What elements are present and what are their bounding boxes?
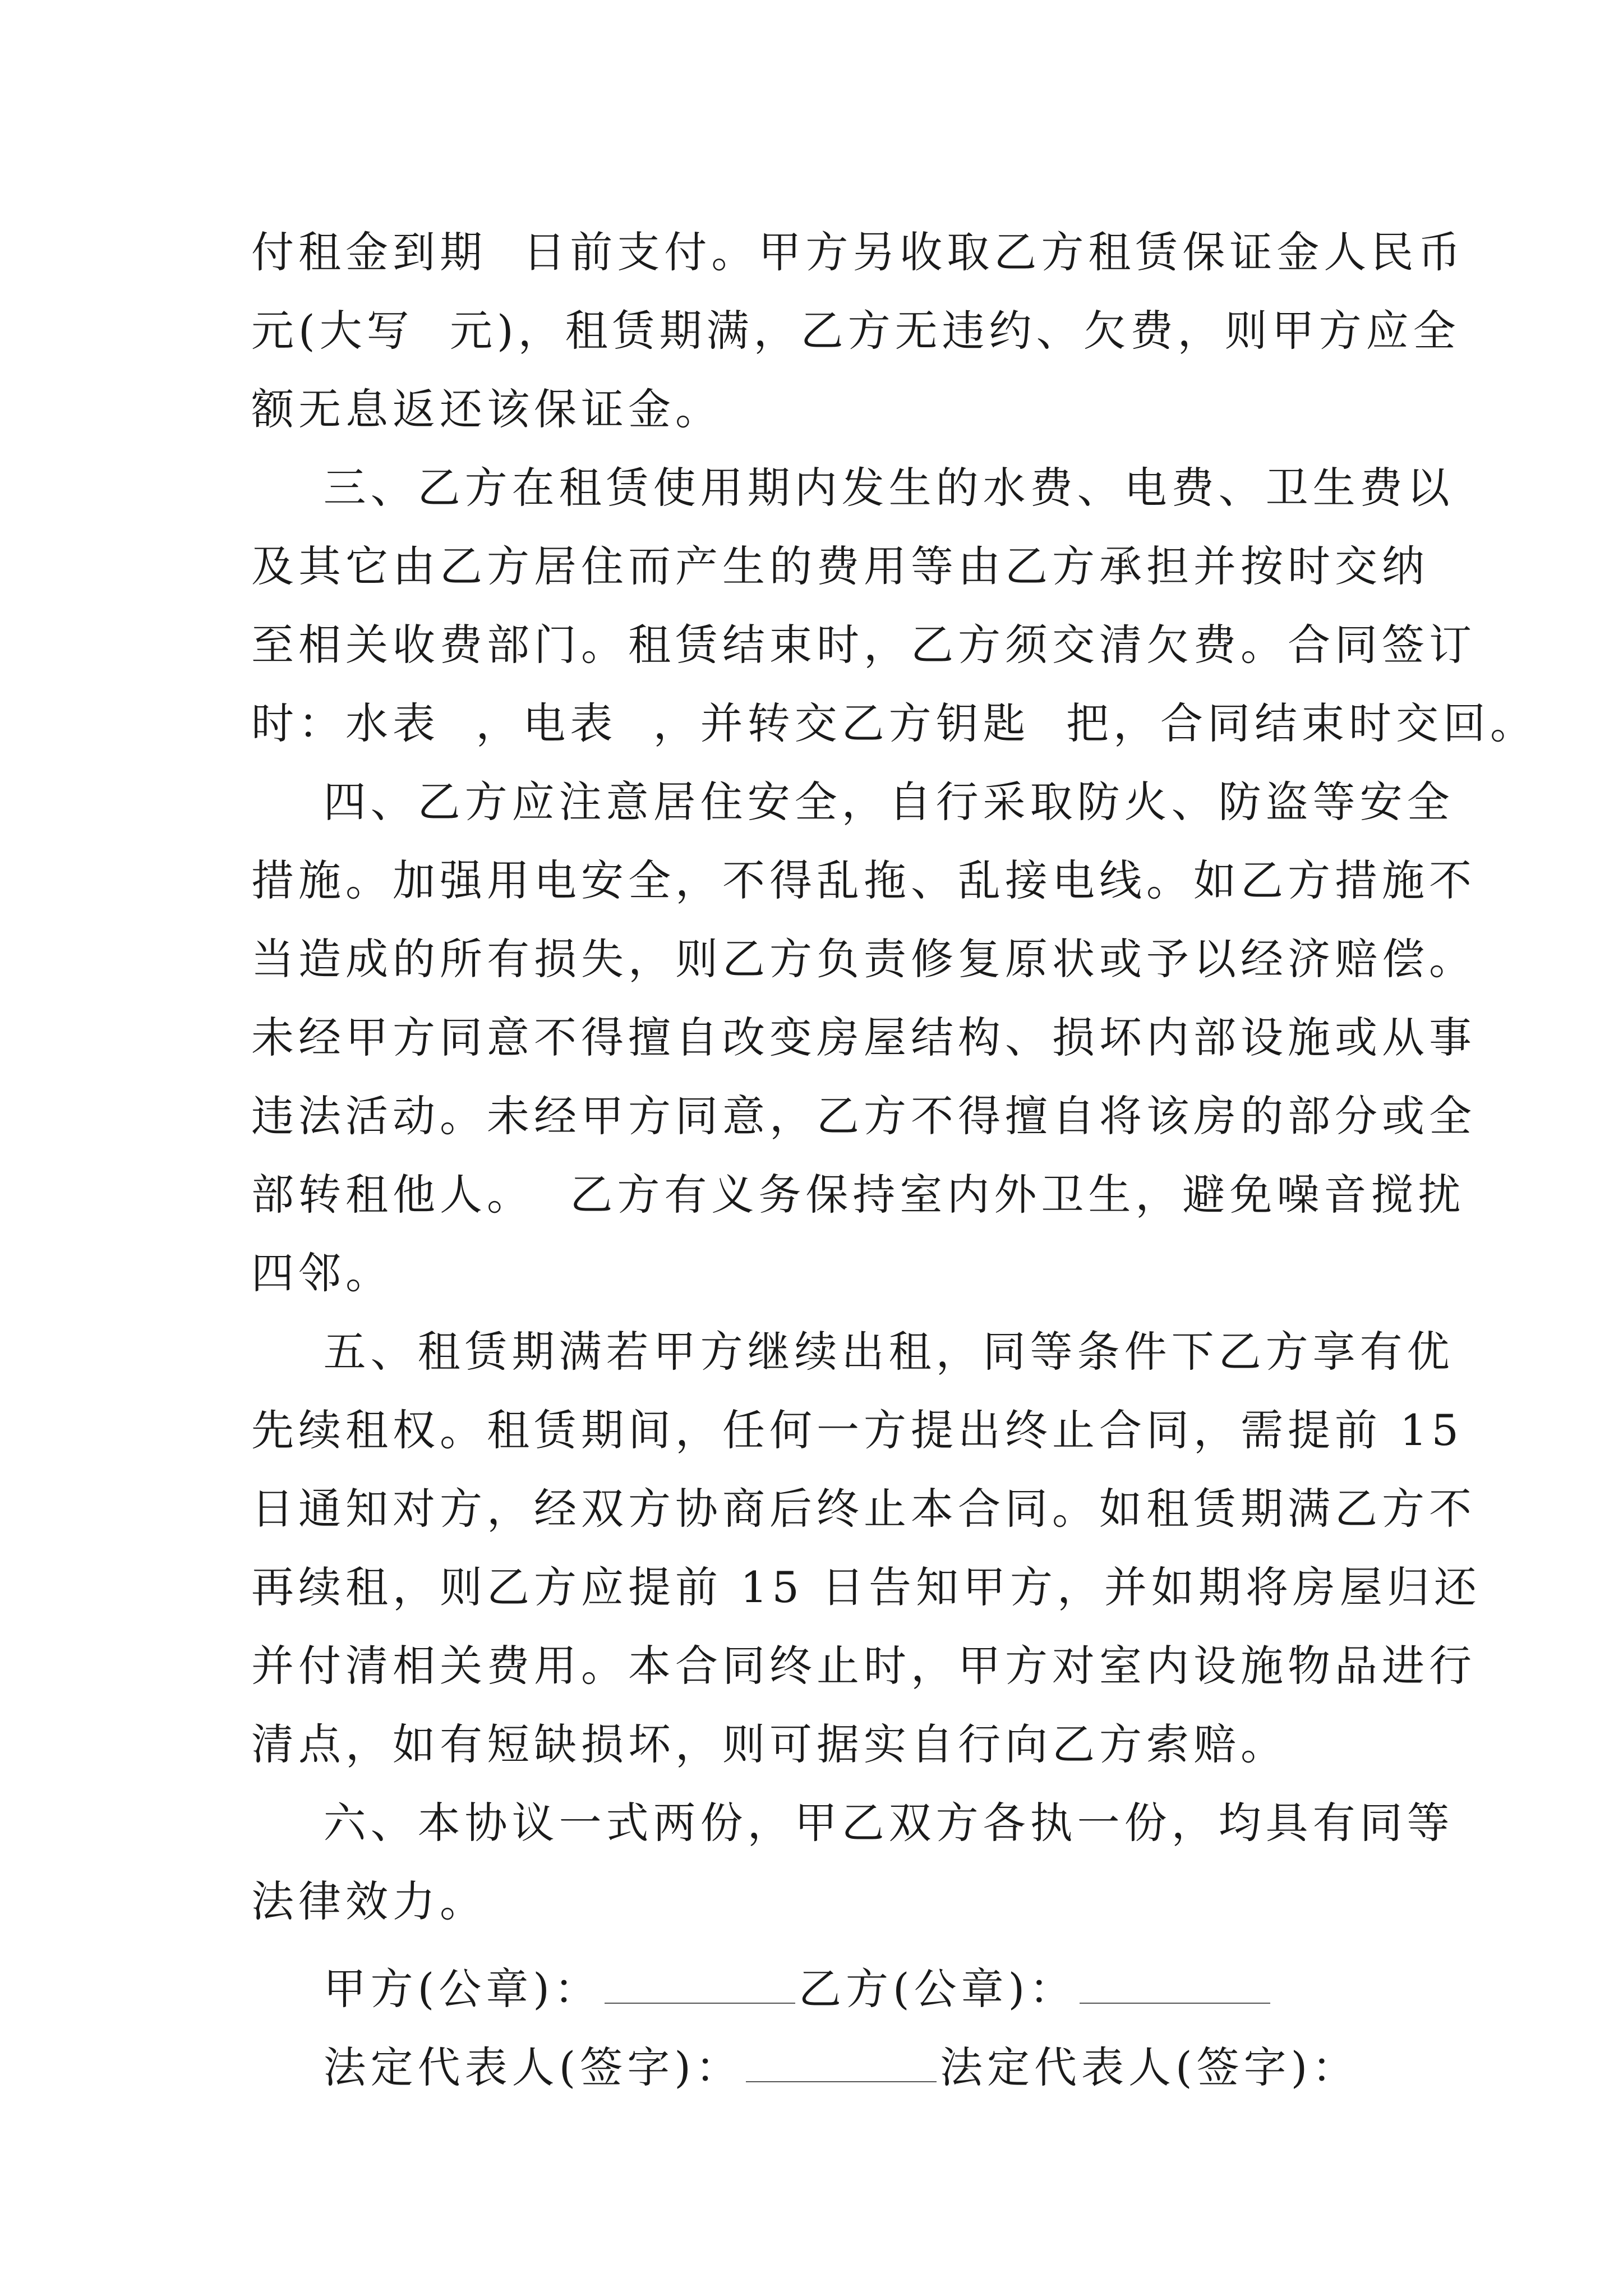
text-line: 当造成的所有损失，则乙方负责修复原状或予以经济赔偿。 — [251, 934, 1476, 984]
text-line: 法律效力。 — [251, 1876, 487, 1926]
text-line: 措施。加强用电安全，不得乱拖、乱接电线。如乙方措施不 — [251, 855, 1476, 905]
clause-3-line: 三、乙方在租赁使用期内发生的水费、电费、卫生费以 — [251, 463, 1454, 513]
party-b-seal-blank[interactable] — [1080, 1969, 1270, 2004]
representative-row — [251, 2028, 1378, 2107]
text-line: 至相关收费部门。租赁结束时，乙方须交清欠费。合同签订 — [251, 620, 1476, 670]
text-line: 并付清相关费用。本合同终止时，甲方对室内设施物品进行 — [251, 1641, 1476, 1691]
text-line: 清点，如有短缺损坏，则可据实自行向乙方索赔。 — [251, 1719, 1288, 1769]
text-line: 先续租权。租赁期间，任何一方提出终止合同，需提前 15 — [251, 1405, 1463, 1455]
contract-body — [251, 213, 1537, 2107]
text-line: 时：水表 ，电表 ，并转交乙方钥匙 把，合同结束时交回。 — [251, 698, 1537, 748]
party-a-seal-blank[interactable] — [605, 1969, 795, 2004]
text-line: 四邻。 — [251, 1248, 393, 1298]
party-a-seal-label: 甲方(公章)： — [323, 1964, 601, 2014]
text-line: 额无息返还该保证金。 — [251, 384, 722, 434]
party-b-seal-label: 乙方(公章)： — [798, 1964, 1077, 2014]
clause-4-line: 四、乙方应注意居住安全，自行采取防火、防盗等安全 — [251, 777, 1454, 827]
text-line: 部转租他人。 乙方有义务保持室内外卫生，避免噪音搅扰 — [251, 1170, 1465, 1220]
text-line: 及其它由乙方居住而产生的费用等由乙方承担并按时交纳 — [251, 541, 1429, 591]
text-line: 未经甲方同意不得擅自改变房屋结构、损坏内部设施或从事 — [251, 1013, 1476, 1062]
seal-row — [251, 1950, 1378, 2028]
text-line: 付租金到期 日前支付。甲方另收取乙方租赁保证金人民币 — [251, 227, 1465, 277]
text-line: 再续租，则乙方应提前 15 日告知甲方，并如期将房屋归还 — [251, 1562, 1482, 1612]
text-line: 日通知对方，经双方协商后终止本合同。如租赁期满乙方不 — [251, 1484, 1476, 1534]
text-line: 违法活动。未经甲方同意，乙方不得擅自将该房的部分或全 — [251, 1091, 1476, 1141]
rep-b-label: 法定代表人(签字)： — [939, 2042, 1359, 2092]
rep-a-label: 法定代表人(签字)： — [323, 2042, 743, 2092]
clause-5-line: 五、租赁期满若甲方继续出租，同等条件下乙方享有优 — [251, 1327, 1454, 1377]
rep-a-signature-blank[interactable] — [746, 2047, 937, 2082]
spacer — [251, 1941, 1378, 1950]
text-line: 元(大写 元)，租赁期满，乙方无违约、欠费，则甲方应全 — [251, 306, 1460, 356]
clause-6-line: 六、本协议一式两份，甲乙双方各执一份，均具有同等 — [251, 1798, 1454, 1848]
